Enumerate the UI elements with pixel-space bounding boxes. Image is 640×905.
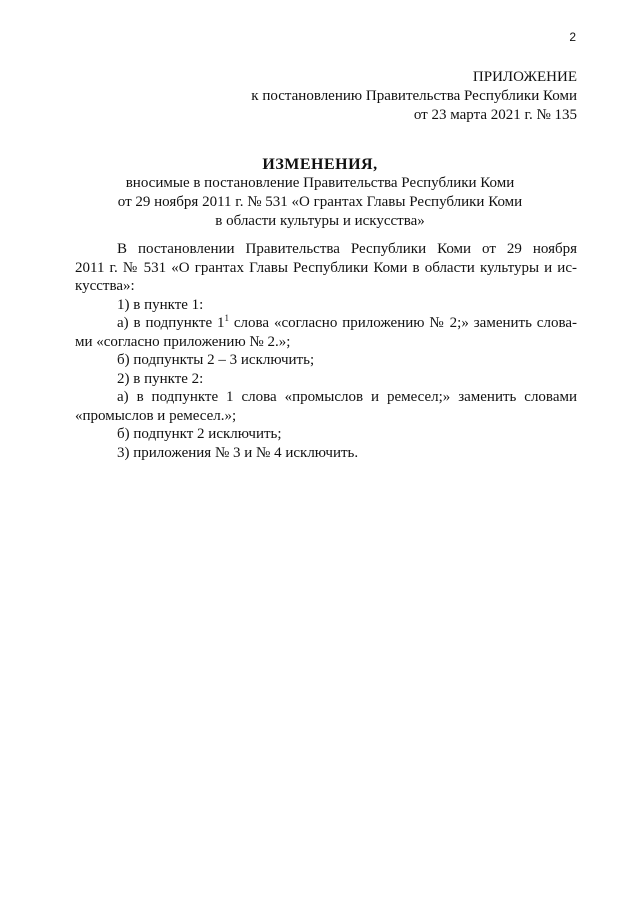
list-item-1a-text-end: слова «согласно приложению № 2;» заменить слова- [228,315,577,331]
appendix-title: ПРИЛОЖЕНИЕ [472,69,577,85]
list-item-3: 3) приложения № 3 и № 4 исключить. [117,444,359,461]
list-item-1a-line-2: ми «согласно приложению № 2.»; [75,333,291,350]
list-item-1a-superscript: 1 [224,313,229,323]
list-item-1b: б) подпункты 2 – 3 исключить; [117,352,315,368]
list-item-2a-line-2: «промыслов и ремесел.»; [75,407,237,424]
appendix-resolution-reference: к постановлению Правительства Республики Коми [251,88,577,104]
intro-line-2: 2011 г. № 531 «О грантах Главы Республики Коми в области культуры и ис- [75,259,577,276]
appendix-resolution-date: от 23 марта 2021 г. № 135 [413,107,577,123]
heading-subtitle-line2: от 29 ноября 2011 г. № 531 «О грантах Главы Республики Коми [117,194,523,210]
appendix-header [251,68,577,125]
intro-line-1: В постановлении Правительства Республики Коми от 29 ноября [117,241,577,257]
document-heading [0,155,640,231]
intro-line-3: кусства»: [75,278,135,294]
list-item-2a-line-1: а) в подпункте 1 слова «промыслов и ремесел;» заменить словами [117,389,577,405]
list-item-2b: б) подпункт 2 исключить; [117,426,282,442]
heading-subtitle-line3: в области культуры и искусства» [215,213,425,229]
list-item-1a-text-start: а) в подпункте 1 [117,315,225,331]
heading-title: ИЗМЕНЕНИЯ, [262,156,378,173]
heading-subtitle-line1: вносимые в постановление Правительства Республики Коми [125,175,515,191]
page-number: 2 [569,30,576,44]
document-body [75,240,577,462]
list-item-1a-line-1 [75,314,577,333]
list-item-1: 1) в пункте 1: [117,296,204,313]
list-item-2: 2) в пункте 2: [117,370,204,387]
